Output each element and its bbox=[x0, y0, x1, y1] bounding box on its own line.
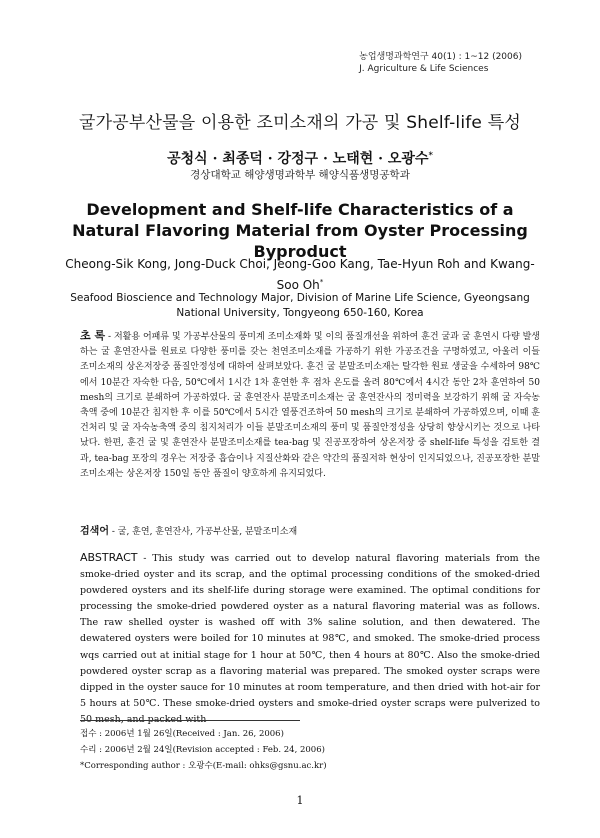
affiliation-english: Seafood Bioscience and Technology Major, Division of Marine Life Science, Gyeongsang National University, Tongyeong 650-160, Korea bbox=[70, 292, 530, 319]
footnotes bbox=[80, 726, 327, 774]
corresponding-mark: * bbox=[428, 149, 433, 160]
abstract-korean bbox=[80, 328, 540, 482]
journal-header bbox=[359, 51, 522, 75]
title-korean: 굴가공부산물을 이용한 조미소재의 가공 및 Shelf-life 특성 bbox=[79, 113, 521, 133]
footnote-corresponding: *Corresponding author : 오광수(E-mail: ohks@gsnu.ac.kr) bbox=[80, 761, 327, 771]
footnote-accepted: 수리 : 2006년 2월 24일(Revision accepted : Feb. 24, 2006) bbox=[80, 745, 325, 755]
journal-volume: 농업생명과학연구 40(1) : 1~12 (2006) bbox=[359, 52, 522, 62]
footnote-divider bbox=[80, 720, 300, 721]
keywords-label: 검색어 bbox=[80, 526, 109, 537]
title-english: Development and Shelf-life Characteristics of a Natural Flavoring Material from Oyster Processing Byproduct bbox=[72, 200, 528, 261]
abstract-korean-label: 초 록 bbox=[80, 329, 106, 342]
affiliation-korean: 경상대학교 해양생명과학부 해양식품생명공학과 bbox=[190, 169, 410, 181]
authors-english bbox=[60, 256, 540, 294]
authors-english-names: Cheong-Sik Kong, Jong-Duck Choi, Jeong-Goo Kang, Tae-Hyun Roh and Kwang-Soo Oh bbox=[65, 257, 535, 292]
authors-korean-names: 공청식 · 최종덕 · 강정구 · 노태현 · 오광수 bbox=[167, 151, 429, 167]
page-number: 1 bbox=[296, 794, 304, 807]
footnote-received: 접수 : 2006년 1월 26일(Received : Jan. 26, 2006) bbox=[80, 729, 284, 739]
journal-name: J. Agriculture & Life Sciences bbox=[359, 64, 489, 74]
abstract-english-text: - This study was carried out to develop natural flavoring materials from the smoke-dried oyster and its scrap, and the optimal processing conditions of the smoked-dried powdered oysters and its shelf-life during storage were examined. The optimal conditions for processing the smoke-dried powdered oyster as a natural flavoring material was as follows. The raw shelled oyster is washed off with 3% saline solution, and then dewatered. The dewatered oysters were boiled for 10 minutes at 98℃, and smoked. The smoke-dried process wqs carried out at initial stage for 1 hour at 50℃, then 4 hours at 80℃. Also the smoke-dried powdered oyster scrap as a flavoring material was prepared. The smoked oyster scraps were dipped in the oyster sauce for 10 minutes at room temperature, and then dried with hot-air for 5 hours at 50℃. These smoke-dried oysters and smoke-dried oyster scraps were pulverized to 50 mesh, and packed with bbox=[80, 553, 541, 725]
keywords bbox=[80, 522, 540, 537]
keywords-text: - 굴, 훈연, 훈연잔사, 가공부산물, 분말조미소재 bbox=[111, 527, 298, 537]
authors-korean bbox=[0, 148, 600, 168]
abstract-korean-text: - 저활용 어패류 및 가공부산물의 풍미계 조미소재화 및 이의 품질개선을 위하여 훈건 굴과 굴 훈연시 다량 발생하는 굴 훈연잔사를 원료로 다양한 풍미를 갖는 천연조미소재를 가공하기 위한 가공조건을 구명하였고, 아울러 이들 조미소재의 상온저장중 품질안정성에 대하여 살펴보았다. 훈건 굴 분말조미소재는 탈각한 원료 생굴을 수세하여 98℃에서 10분간 자숙한 다음, 50℃에서 1시간 1차 훈연한 후 점차 온도를 올려 80℃에서 4시간 동안 2차 훈연하여 50 mesh의 크기로 분쇄하여 가공하였다. 굴 훈연잔사 분말조미소재는 굴 훈연잔사의 정미력을 보강하기 위해 굴 자숙농축액 중에 10분간 침지한 후 이를 50℃에서 5시간 열풍건조하여 50 mesh의 크기로 분쇄하여 가공하였으며, 이때 훈건처리 및 굴 자숙농축액 중의 침지처리가 이들 분말조미소재의 풍미 및 품질안정성을 상당히 향상시키는 것으로 나타났다. 한편, 훈건 굴 및 훈연잔사 분말조미소재를 tea-bag 및 진공포장하여 상온저장 중 shelf-life 특성을 검토한 결과, tea-bag 포장의 경우는 저장중 흡습이나 지질산화와 같은 약간의 품질저하 현상이 인지되었으나, 진공포장한 분말조미소재는 상온저장 150일 동안 품질이 양호하게 유지되었다. bbox=[80, 332, 540, 479]
corresponding-mark-en: * bbox=[319, 277, 324, 286]
abstract-english bbox=[80, 550, 540, 728]
abstract-english-label: ABSTRACT bbox=[80, 551, 138, 564]
